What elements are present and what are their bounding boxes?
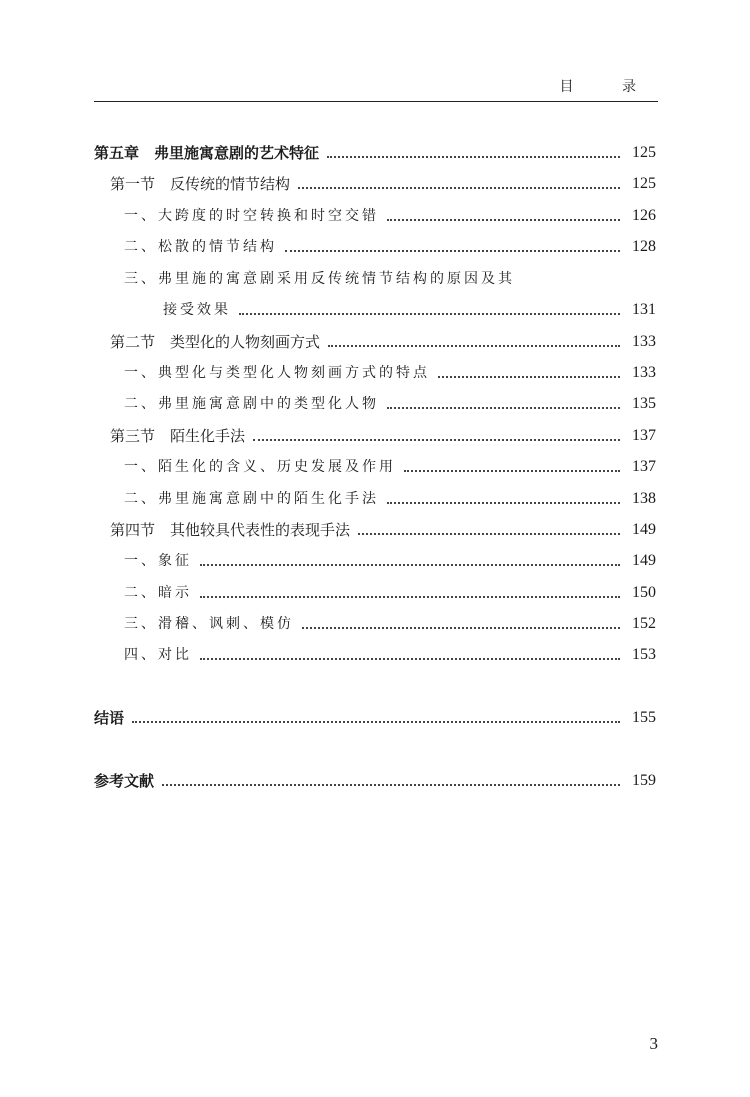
toc-page: 137 <box>632 427 656 444</box>
toc-page: 149 <box>632 552 656 569</box>
leader-dots <box>438 376 620 378</box>
toc-page: 159 <box>632 772 656 789</box>
toc-item[interactable] <box>124 201 656 227</box>
toc-page: 125 <box>632 175 656 192</box>
leader-dots <box>327 156 620 158</box>
toc-section-1[interactable] <box>110 169 656 195</box>
toc-item[interactable] <box>124 546 656 572</box>
toc-page: 133 <box>632 364 656 381</box>
toc-label: 一、象征 <box>124 553 192 569</box>
toc-label: 第五章 弗里施寓意剧的艺术特征 <box>94 144 320 162</box>
toc-page: 150 <box>632 584 656 601</box>
toc-references[interactable] <box>94 766 656 792</box>
toc-section-2[interactable] <box>110 327 656 353</box>
running-header: 目 录 <box>559 79 658 95</box>
leader-dots <box>285 250 620 252</box>
toc-label: 第三节 陌生化手法 <box>110 427 246 445</box>
leader-dots <box>298 187 620 189</box>
toc-chapter-5[interactable] <box>94 138 656 164</box>
toc-label: 第一节 反传统的情节结构 <box>110 175 291 193</box>
leader-dots <box>328 345 620 347</box>
toc-page: 126 <box>632 207 656 224</box>
toc-item[interactable] <box>124 389 656 415</box>
toc-item[interactable] <box>124 358 656 384</box>
header-rule <box>94 101 658 102</box>
toc-label: 第四节 其他较具代表性的表现手法 <box>110 521 351 539</box>
toc-page: 131 <box>632 301 656 318</box>
leader-dots <box>358 533 620 535</box>
leader-dots <box>200 658 620 660</box>
toc-item[interactable] <box>124 609 656 635</box>
toc-page: 133 <box>632 333 656 350</box>
toc-item[interactable] <box>124 640 656 666</box>
toc-page: 125 <box>632 144 656 161</box>
toc-item-wrapped-second-line[interactable] <box>163 295 656 321</box>
toc-label: 三、弗里施的寓意剧采用反传统情节结构的原因及其 <box>124 271 515 287</box>
toc-item[interactable] <box>124 232 656 258</box>
toc-item[interactable] <box>124 484 656 510</box>
toc-label: 一、典型化与类型化人物刻画方式的特点 <box>124 365 430 381</box>
toc-section-4[interactable] <box>110 515 656 541</box>
leader-dots <box>302 627 620 629</box>
toc-label: 接受效果 <box>163 302 231 318</box>
leader-dots <box>239 313 620 315</box>
leader-dots <box>200 564 620 566</box>
toc-page: 128 <box>632 238 656 255</box>
toc-label: 结语 <box>94 709 125 727</box>
toc-label: 二、松散的情节结构 <box>124 239 277 255</box>
toc-section-3[interactable] <box>110 421 656 447</box>
leader-dots <box>387 502 620 504</box>
toc-item[interactable] <box>124 452 656 478</box>
toc-label: 一、大跨度的时空转换和时空交错 <box>124 208 379 224</box>
toc-label: 参考文献 <box>94 772 155 790</box>
leader-dots <box>162 784 620 786</box>
toc-label: 四、对比 <box>124 647 192 663</box>
toc-label: 二、弗里施寓意剧中的类型化人物 <box>124 396 379 412</box>
toc-page: 155 <box>632 709 656 726</box>
leader-dots <box>404 470 620 472</box>
toc-page: 153 <box>632 646 656 663</box>
toc-item-wrapped-first-line[interactable] <box>124 264 656 290</box>
toc-page: 149 <box>632 521 656 538</box>
toc-label: 一、陌生化的含义、历史发展及作用 <box>124 459 396 475</box>
leader-dots <box>132 721 620 723</box>
toc-label: 二、暗示 <box>124 585 192 601</box>
toc-label: 三、滑稽、讽刺、模仿 <box>124 616 294 632</box>
leader-dots <box>200 596 620 598</box>
toc-label: 第二节 类型化的人物刻画方式 <box>110 333 321 351</box>
toc-page: 152 <box>632 615 656 632</box>
toc-page: 137 <box>632 458 656 475</box>
toc-page: 135 <box>632 395 656 412</box>
toc-label: 二、弗里施寓意剧中的陌生化手法 <box>124 491 379 507</box>
leader-dots <box>253 439 620 441</box>
toc-item[interactable] <box>124 578 656 604</box>
toc-conclusion[interactable] <box>94 703 656 729</box>
leader-dots <box>387 219 620 221</box>
leader-dots <box>387 407 620 409</box>
page-number: 3 <box>649 1034 658 1053</box>
toc-page: 138 <box>632 490 656 507</box>
